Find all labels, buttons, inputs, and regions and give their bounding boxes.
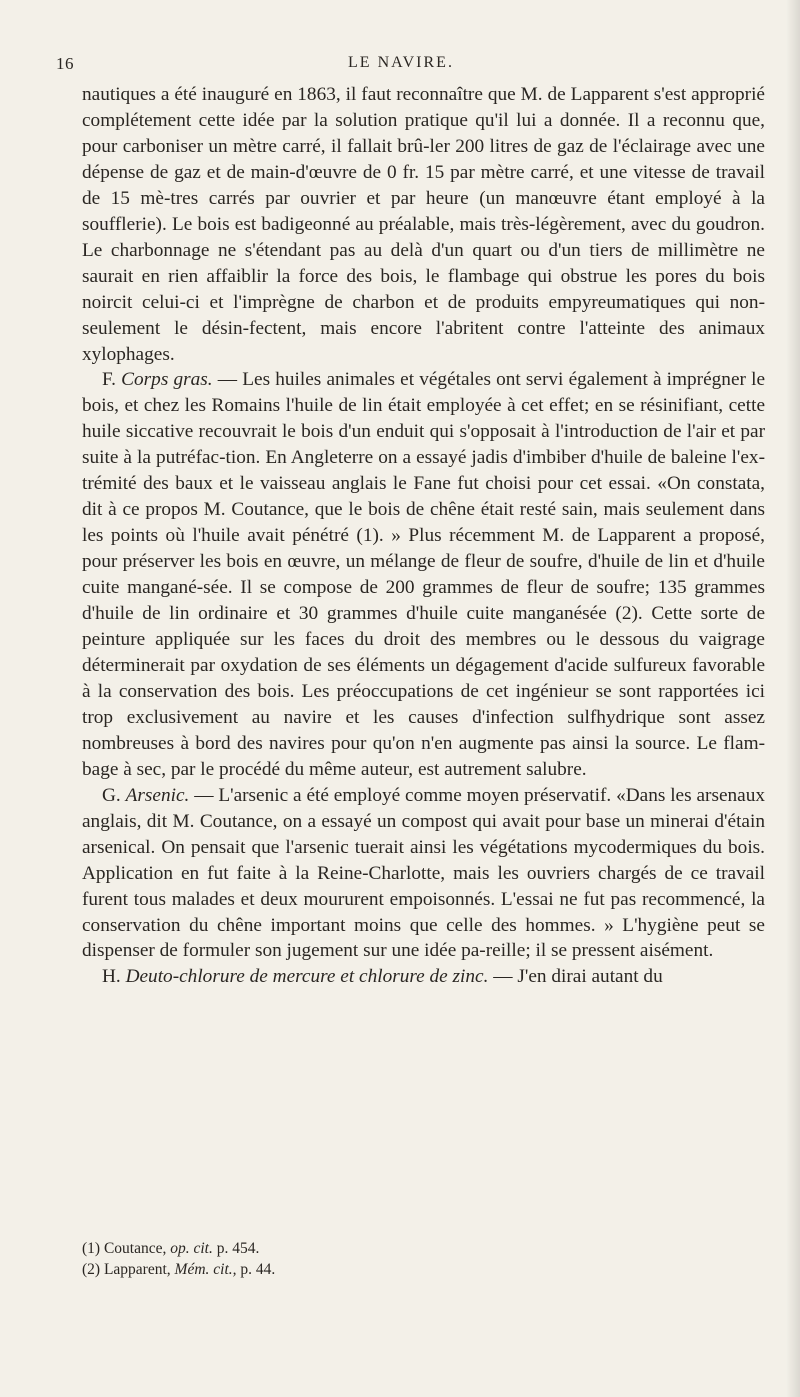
paragraph-text: — L'arsenic a été employé comme moyen préservatif. «Dans les arsenaux anglais, dit M. Coutance, on a essayé un compost qui avait pour base un minerai d'étain arsenical. On pensait que l'arsenic tuerait ainsi les végétations mycodermiques du bois. Application en fut faite à la Reine-Charlotte, mais les ouvriers chargés de ce travail furent tous malades et deux moururent empoisonnés. L'essai ne fut pas recommencé, la conservation du chêne important moins que celle des hommes. » L'hygiène peut se dispenser de formuler son jugement sur une idée pa-reille; il se pressent aisément. [82,784,765,962]
footnote-page: p. 44. [240,1261,276,1278]
section-letter: F. [102,369,116,391]
footnote-mark: (1) [82,1240,101,1257]
footnote-ref: op. cit. [170,1240,213,1257]
paragraph-corps-gras [82,367,765,782]
paragraph-deuto-chlorure [82,964,765,990]
footnote-author: Coutance, [103,1240,167,1257]
footnote [82,1238,765,1259]
page-header [56,54,746,76]
body-text [82,82,765,990]
footnote-mark: (2) [82,1261,101,1278]
footnote-author: Lapparent, [103,1261,171,1278]
footnote [82,1259,765,1280]
footnote-ref: Mém. cit., [174,1261,237,1278]
section-title: Arsenic. [125,784,190,806]
page-edge-shadow [786,0,800,1397]
paragraph-text: — Les huiles animales et végétales ont servi également à imprégner le bois, et chez les Romains l'huile de lin était employée à cet effet; en se résinifiant, cette huile siccative recouvrait le bois d'un enduit qui s'opposait à l'introduction de l'air et par suite à la putréfac-tion. En Angleterre on a essayé jadis d'imbiber d'huile de baleine l'ex-trémité des baux et le vaisseau anglais le Fane fut choisi pour cet essai. «On constata, dit à ce propos M. Coutance, que le bois de chêne était resté sain, mais seulement dans les points où l'huile avait pénétré (1). » Plus récemment M. de Lapparent a proposé, pour préserver les bois en œuvre, un mélange de fleur de soufre, d'huile de lin et d'huile cuite mangané-sée. Il se compose de 200 grammes de fleur de soufre; 135 grammes d'huile de lin ordinaire et 30 grammes d'huile cuite manganésée (2). Cette sorte de peinture appliquée sur les faces du droit des membres ou le dessous du vaigrage déterminerait par oxydation de ses éléments un dégagement d'acide sulfureux favorable à la conservation des bois. Les préoccupations de cet ingénieur se sont rapportées ici trop exclusivement au navire et les causes d'infection sulfhydrique sont assez nombreuses à bord des navires pour qu'on n'en augmente pas ainsi la source. Le flam-bage à sec, par le procédé du même auteur, est autrement salubre. [82,369,765,780]
paragraph-flambage [82,82,765,367]
paragraph-text: nautiques a été inauguré en 1863, il faut reconnaître que M. de Lapparent s'est approprié complétement cette idée par la solution pratique qu'il lui a donnée. Il a reconnu que, pour carboniser un mètre carré, il fallait brû-ler 200 litres de gaz de l'éclairage avec une dépense de gaz et de main-d'œuvre de 0 fr. 15 par mètre carré, et une vitesse de travail de 15 mè-tres carrés par ouvrier et par heure (un manœuvre étant employé à la soufflerie). Le bois est badigeonné au préalable, mais très-légèrement, avec du goudron. Le charbonnage ne s'étendant pas au delà d'un quart ou d'un tiers de millimètre ne saurait en rien affaiblir la force des bois, le flambage qui obstrue les pores du bois noircit celui-ci et l'imprègne de charbon et de produits empyreumatiques qui non-seulement le désin-fectent, mais encore l'abritent contre l'atteinte des animaux xylophages. [82,84,765,365]
section-title: Deuto-chlorure de mercure et chlorure de zinc. [125,966,489,988]
footnotes [82,1238,765,1280]
running-head: LE NAVIRE. [348,54,454,71]
section-letter: G. [102,784,121,806]
section-letter: H. [102,966,121,988]
section-title: Corps gras. [121,369,213,391]
paragraph-arsenic [82,783,765,965]
footnote-page: p. 454. [216,1240,260,1257]
page-number: 16 [56,54,74,73]
paragraph-text: — J'en dirai autant du [493,966,663,988]
